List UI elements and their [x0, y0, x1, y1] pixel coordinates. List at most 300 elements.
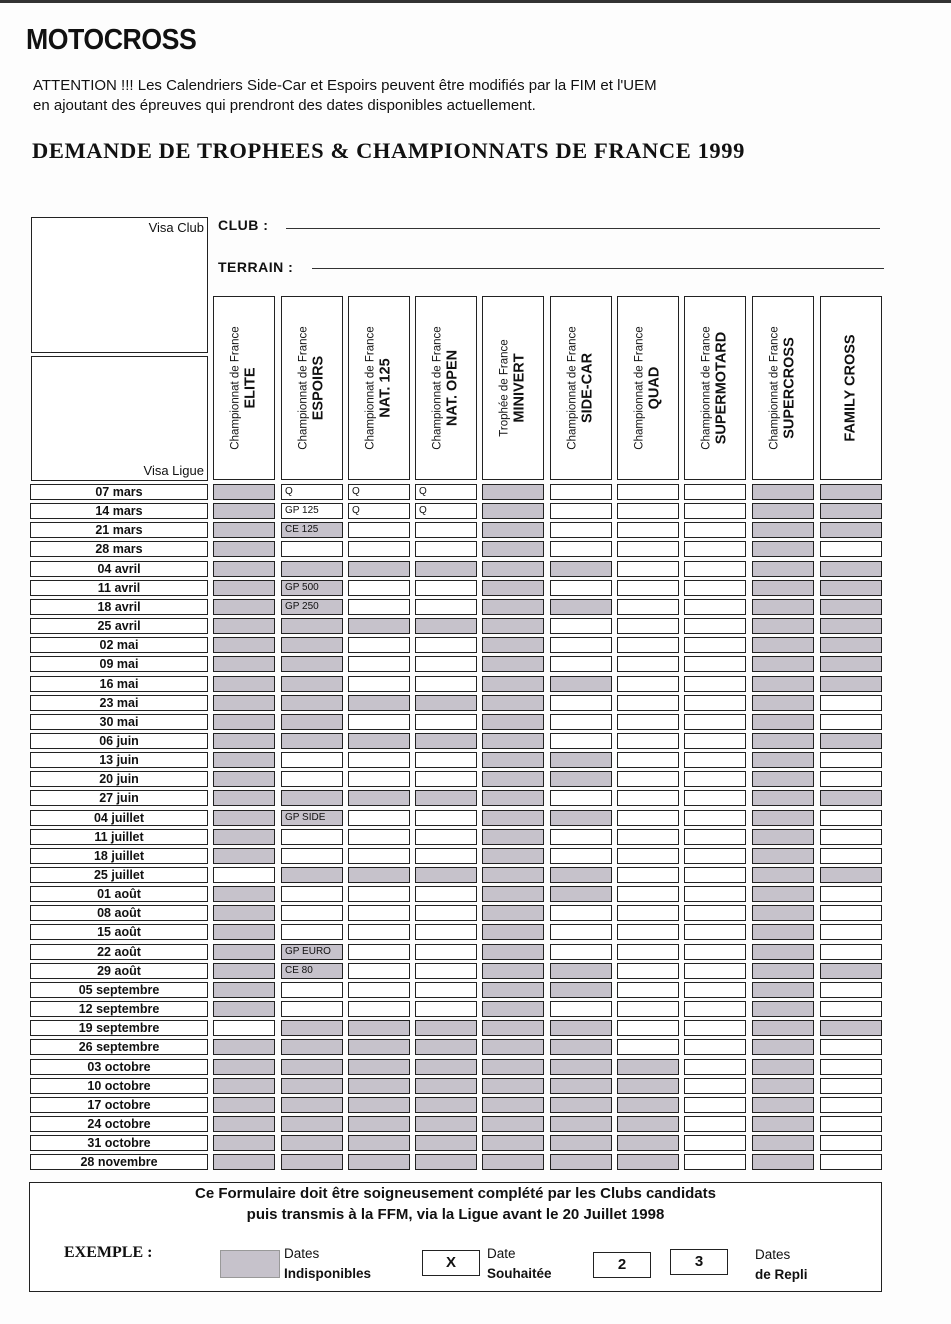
column-header-text — [297, 298, 328, 478]
date-request-cell[interactable] — [348, 848, 410, 864]
date-request-cell[interactable] — [550, 503, 612, 519]
date-request-cell[interactable] — [617, 810, 679, 826]
unavailable-date-cell — [482, 1097, 544, 1113]
date-request-cell[interactable] — [684, 867, 746, 883]
date-request-cell[interactable] — [684, 886, 746, 902]
unavailable-date-cell — [281, 637, 343, 653]
date-request-cell[interactable] — [684, 484, 746, 500]
date-request-cell[interactable] — [684, 637, 746, 653]
date-request-cell[interactable] — [550, 944, 612, 960]
row-date: 09 mai — [30, 656, 208, 672]
unavailable-date-cell — [415, 618, 477, 634]
date-request-cell[interactable]: Q — [281, 484, 343, 500]
date-request-cell[interactable]: Q — [348, 503, 410, 519]
date-request-cell[interactable] — [820, 848, 882, 864]
unavailable-date-cell — [550, 676, 612, 692]
date-request-cell[interactable] — [415, 522, 477, 538]
club-field[interactable] — [286, 228, 880, 229]
date-request-cell[interactable] — [348, 522, 410, 538]
unavailable-date-cell: GP SIDE — [281, 810, 343, 826]
date-request-cell[interactable] — [617, 886, 679, 902]
unavailable-date-cell: GP 250 — [281, 599, 343, 615]
column-subtitle: Championnat de France — [566, 326, 579, 450]
unavailable-date-cell — [415, 867, 477, 883]
date-request-cell[interactable] — [348, 676, 410, 692]
unavailable-date-cell — [550, 1039, 612, 1055]
unavailable-date-cell — [550, 1116, 612, 1132]
unavailable-date-cell — [482, 771, 544, 787]
date-request-cell[interactable] — [348, 541, 410, 557]
date-request-cell[interactable] — [684, 1116, 746, 1132]
date-request-cell[interactable] — [281, 771, 343, 787]
date-request-cell[interactable] — [820, 982, 882, 998]
date-request-cell[interactable] — [684, 503, 746, 519]
row-date: 18 juillet — [30, 848, 208, 864]
unavailable-date-cell — [820, 484, 882, 500]
column-subtitle: Trophée de France — [498, 339, 511, 437]
date-request-cell[interactable]: Q — [415, 503, 477, 519]
date-request-cell[interactable] — [684, 1001, 746, 1017]
date-request-cell[interactable] — [820, 752, 882, 768]
row-date: 21 mars — [30, 522, 208, 538]
unavailable-date-cell — [281, 733, 343, 749]
date-request-cell[interactable] — [617, 599, 679, 615]
row-date: 28 mars — [30, 541, 208, 557]
date-request-cell[interactable] — [617, 963, 679, 979]
unavailable-date-cell — [752, 484, 814, 500]
unavailable-date-cell — [482, 810, 544, 826]
unavailable-date-cell — [752, 790, 814, 806]
date-request-cell[interactable] — [348, 599, 410, 615]
date-request-cell[interactable] — [281, 829, 343, 845]
unavailable-date-cell — [482, 867, 544, 883]
date-request-cell[interactable] — [684, 771, 746, 787]
date-request-cell[interactable] — [415, 599, 477, 615]
date-request-cell[interactable] — [617, 771, 679, 787]
unavailable-date-cell — [482, 733, 544, 749]
unavailable-date-cell — [213, 848, 275, 864]
column-subtitle: Championnat de France — [297, 326, 310, 450]
date-request-cell[interactable] — [820, 1097, 882, 1113]
date-request-cell[interactable] — [617, 695, 679, 711]
date-request-cell[interactable] — [684, 1059, 746, 1075]
date-request-cell[interactable] — [820, 924, 882, 940]
legend-wished-line-1: Date — [487, 1246, 516, 1261]
unavailable-date-cell — [550, 963, 612, 979]
unavailable-date-cell — [550, 752, 612, 768]
date-request-cell[interactable] — [617, 676, 679, 692]
date-request-cell[interactable] — [550, 733, 612, 749]
date-request-cell[interactable] — [348, 714, 410, 730]
row-date: 05 septembre — [30, 982, 208, 998]
date-request-cell[interactable] — [617, 1001, 679, 1017]
example-label: EXEMPLE : — [64, 1244, 153, 1261]
date-request-cell[interactable] — [617, 618, 679, 634]
date-request-cell[interactable] — [684, 905, 746, 921]
unavailable-date-cell — [482, 618, 544, 634]
date-request-cell[interactable] — [415, 580, 477, 596]
page-title: MOTOCROSS — [26, 24, 197, 56]
date-request-cell[interactable] — [617, 982, 679, 998]
date-request-cell[interactable] — [820, 1001, 882, 1017]
unavailable-date-cell — [348, 1097, 410, 1113]
unavailable-date-cell — [281, 618, 343, 634]
column-header-9 — [752, 296, 814, 480]
date-request-cell[interactable] — [281, 1001, 343, 1017]
column-title: SIDE-CAR — [579, 352, 596, 424]
date-request-cell[interactable] — [281, 982, 343, 998]
date-request-cell[interactable] — [820, 1154, 882, 1170]
unavailable-date-cell — [213, 944, 275, 960]
unavailable-date-cell — [348, 618, 410, 634]
unavailable-date-cell — [752, 944, 814, 960]
date-request-cell[interactable] — [617, 733, 679, 749]
unavailable-date-cell — [820, 733, 882, 749]
date-request-cell[interactable] — [820, 1116, 882, 1132]
column-subtitle: Championnat de France — [431, 326, 444, 450]
unavailable-date-cell — [550, 867, 612, 883]
date-request-cell[interactable] — [550, 848, 612, 864]
unavailable-date-cell — [752, 714, 814, 730]
date-request-cell[interactable] — [684, 848, 746, 864]
date-request-cell[interactable] — [617, 522, 679, 538]
date-request-cell[interactable] — [550, 656, 612, 672]
date-request-cell[interactable] — [820, 771, 882, 787]
unavailable-date-cell — [482, 1001, 544, 1017]
date-request-cell[interactable] — [684, 714, 746, 730]
date-request-cell[interactable] — [348, 905, 410, 921]
unavailable-date-cell — [348, 1020, 410, 1036]
date-request-cell[interactable] — [415, 676, 477, 692]
unavailable-date-cell — [482, 695, 544, 711]
unavailable-date-cell — [617, 1116, 679, 1132]
unavailable-date-cell — [213, 676, 275, 692]
date-request-cell[interactable] — [550, 695, 612, 711]
column-title: ELITE — [242, 367, 259, 409]
date-request-cell[interactable] — [415, 886, 477, 902]
unavailable-date-cell — [348, 561, 410, 577]
date-request-cell[interactable] — [684, 924, 746, 940]
date-request-cell[interactable] — [684, 1078, 746, 1094]
date-request-cell[interactable] — [684, 676, 746, 692]
row-date: 23 mai — [30, 695, 208, 711]
date-request-cell[interactable] — [415, 963, 477, 979]
date-request-cell[interactable] — [820, 714, 882, 730]
column-subtitle: Championnat de France — [633, 326, 646, 450]
date-request-cell[interactable] — [348, 886, 410, 902]
date-request-cell[interactable] — [820, 1059, 882, 1075]
date-request-cell[interactable] — [348, 924, 410, 940]
club-label: CLUB : — [218, 217, 269, 233]
date-request-cell[interactable] — [415, 848, 477, 864]
visa-ligue-box[interactable] — [31, 356, 208, 481]
date-request-cell[interactable] — [348, 771, 410, 787]
date-request-cell[interactable] — [550, 714, 612, 730]
unavailable-date-cell — [482, 1020, 544, 1036]
unavailable-date-cell — [752, 637, 814, 653]
date-request-cell[interactable]: GP 125 — [281, 503, 343, 519]
date-request-cell[interactable] — [415, 541, 477, 557]
date-request-cell[interactable] — [820, 541, 882, 557]
unavailable-date-cell — [482, 1135, 544, 1151]
unavailable-date-cell — [820, 580, 882, 596]
date-request-cell[interactable] — [550, 484, 612, 500]
date-request-cell[interactable] — [415, 905, 477, 921]
unavailable-date-cell — [415, 561, 477, 577]
date-request-cell[interactable] — [820, 886, 882, 902]
date-request-cell[interactable] — [617, 580, 679, 596]
date-request-cell[interactable] — [617, 1039, 679, 1055]
unavailable-date-cell — [752, 541, 814, 557]
row-date: 04 avril — [30, 561, 208, 577]
date-request-cell[interactable] — [684, 733, 746, 749]
date-request-cell[interactable] — [684, 580, 746, 596]
unavailable-date-cell — [213, 503, 275, 519]
date-request-cell[interactable] — [415, 637, 477, 653]
date-request-cell[interactable] — [684, 695, 746, 711]
date-request-cell[interactable] — [684, 561, 746, 577]
date-request-cell[interactable] — [684, 1039, 746, 1055]
column-header-1 — [213, 296, 275, 480]
date-request-cell[interactable] — [348, 944, 410, 960]
date-request-cell[interactable] — [617, 656, 679, 672]
date-request-cell[interactable] — [415, 1001, 477, 1017]
row-date: 24 octobre — [30, 1116, 208, 1132]
date-request-cell[interactable] — [617, 1020, 679, 1036]
date-request-cell[interactable] — [617, 637, 679, 653]
row-date: 07 mars — [30, 484, 208, 500]
unavailable-date-cell — [550, 982, 612, 998]
unavailable-date-cell — [550, 561, 612, 577]
terrain-field[interactable] — [312, 268, 884, 269]
date-request-cell[interactable] — [617, 867, 679, 883]
date-request-cell[interactable] — [550, 924, 612, 940]
row-date: 18 avril — [30, 599, 208, 615]
unavailable-date-cell — [482, 944, 544, 960]
date-request-cell[interactable] — [415, 810, 477, 826]
unavailable-date-cell — [550, 886, 612, 902]
date-request-cell[interactable] — [550, 580, 612, 596]
date-request-cell[interactable] — [820, 829, 882, 845]
date-request-cell[interactable] — [281, 886, 343, 902]
date-request-cell[interactable] — [348, 963, 410, 979]
row-date: 25 avril — [30, 618, 208, 634]
unavailable-date-cell — [281, 1059, 343, 1075]
date-request-cell[interactable] — [281, 848, 343, 864]
date-request-cell[interactable] — [617, 848, 679, 864]
unavailable-date-cell — [482, 790, 544, 806]
date-request-cell[interactable] — [415, 924, 477, 940]
date-request-cell[interactable] — [617, 484, 679, 500]
date-request-cell[interactable] — [415, 656, 477, 672]
date-request-cell[interactable] — [684, 963, 746, 979]
unavailable-date-cell — [213, 541, 275, 557]
legend-fallback-text — [755, 1245, 808, 1285]
row-date: 25 juillet — [30, 867, 208, 883]
unavailable-date-cell — [213, 599, 275, 615]
date-request-cell[interactable] — [348, 752, 410, 768]
column-header-3 — [348, 296, 410, 480]
unavailable-date-cell — [213, 522, 275, 538]
unavailable-date-cell — [482, 924, 544, 940]
date-request-cell[interactable] — [684, 599, 746, 615]
date-request-cell[interactable] — [820, 905, 882, 921]
legend-fallback-line-1: Dates — [755, 1247, 791, 1262]
date-request-cell[interactable] — [617, 924, 679, 940]
date-request-cell[interactable] — [348, 829, 410, 845]
unavailable-date-cell — [213, 1039, 275, 1055]
date-request-cell[interactable] — [550, 905, 612, 921]
date-request-cell[interactable] — [617, 752, 679, 768]
column-header-7 — [617, 296, 679, 480]
date-request-cell[interactable] — [684, 541, 746, 557]
unavailable-date-cell — [752, 1135, 814, 1151]
date-request-cell[interactable] — [684, 1020, 746, 1036]
date-request-cell[interactable] — [617, 561, 679, 577]
date-request-cell[interactable] — [820, 1078, 882, 1094]
date-request-cell[interactable] — [820, 695, 882, 711]
date-request-cell[interactable] — [213, 867, 275, 883]
column-header-6 — [550, 296, 612, 480]
date-request-cell[interactable] — [684, 1135, 746, 1151]
date-request-cell[interactable] — [550, 541, 612, 557]
date-request-cell[interactable] — [820, 810, 882, 826]
date-request-cell[interactable] — [684, 752, 746, 768]
date-request-cell[interactable] — [684, 810, 746, 826]
date-request-cell[interactable] — [348, 982, 410, 998]
column-header-text — [566, 298, 597, 478]
row-date: 11 juillet — [30, 829, 208, 845]
date-request-cell[interactable] — [684, 656, 746, 672]
date-request-cell[interactable] — [684, 618, 746, 634]
date-request-cell[interactable] — [348, 810, 410, 826]
date-request-cell[interactable] — [348, 637, 410, 653]
unavailable-date-cell — [213, 695, 275, 711]
date-request-cell[interactable] — [684, 790, 746, 806]
unavailable-date-cell — [550, 1078, 612, 1094]
date-request-cell[interactable] — [617, 541, 679, 557]
date-request-cell[interactable] — [820, 1039, 882, 1055]
column-header-text — [364, 298, 395, 478]
unavailable-date-cell — [415, 1039, 477, 1055]
date-request-cell[interactable] — [550, 637, 612, 653]
unavailable-date-cell: CE 80 — [281, 963, 343, 979]
date-request-cell[interactable] — [617, 944, 679, 960]
unavailable-date-cell — [281, 790, 343, 806]
date-request-cell[interactable] — [550, 618, 612, 634]
date-request-cell[interactable] — [820, 1135, 882, 1151]
unavailable-date-cell — [213, 905, 275, 921]
date-request-cell[interactable] — [820, 944, 882, 960]
date-request-cell[interactable]: Q — [348, 484, 410, 500]
column-header-text — [768, 298, 799, 478]
date-request-cell[interactable] — [415, 944, 477, 960]
unavailable-date-cell — [415, 1078, 477, 1094]
date-request-cell[interactable] — [415, 771, 477, 787]
row-date: 29 août — [30, 963, 208, 979]
date-request-cell[interactable] — [281, 752, 343, 768]
date-request-cell[interactable] — [550, 829, 612, 845]
date-request-cell[interactable] — [415, 752, 477, 768]
unavailable-date-cell — [550, 1020, 612, 1036]
legend-unavailable-line-2: Indisponibles — [284, 1266, 372, 1281]
unavailable-date-cell — [820, 1020, 882, 1036]
unavailable-date-cell — [213, 1154, 275, 1170]
date-request-cell[interactable] — [415, 982, 477, 998]
footer-box — [29, 1182, 882, 1292]
unavailable-date-cell — [281, 1116, 343, 1132]
date-request-cell[interactable] — [617, 829, 679, 845]
unavailable-date-cell — [820, 637, 882, 653]
unavailable-date-cell — [482, 886, 544, 902]
unavailable-date-cell — [752, 561, 814, 577]
unavailable-date-cell — [550, 1059, 612, 1075]
date-request-cell[interactable] — [684, 944, 746, 960]
date-request-cell[interactable] — [684, 522, 746, 538]
date-request-cell[interactable] — [348, 580, 410, 596]
date-request-cell[interactable] — [684, 1097, 746, 1113]
legend-wished-text — [487, 1244, 552, 1284]
date-request-cell[interactable] — [281, 924, 343, 940]
date-request-cell[interactable] — [684, 1154, 746, 1170]
column-title: ESPOIRS — [310, 355, 327, 421]
unavailable-date-cell — [213, 618, 275, 634]
attention-line-2: en ajoutant des épreuves qui prendront des dates disponibles actuellement. — [33, 97, 536, 114]
date-request-cell[interactable] — [550, 522, 612, 538]
unavailable-date-cell — [550, 599, 612, 615]
date-request-cell[interactable] — [617, 790, 679, 806]
date-request-cell[interactable] — [550, 1001, 612, 1017]
date-request-cell[interactable] — [415, 714, 477, 730]
unavailable-date-cell — [213, 561, 275, 577]
column-header-5 — [482, 296, 544, 480]
legend-fallback-3-box: 3 — [670, 1249, 728, 1275]
unavailable-date-cell — [213, 1116, 275, 1132]
date-request-cell[interactable] — [684, 829, 746, 845]
column-header-text — [229, 298, 260, 478]
date-request-cell[interactable] — [415, 829, 477, 845]
date-request-cell[interactable] — [281, 905, 343, 921]
date-request-cell[interactable] — [281, 541, 343, 557]
unavailable-date-cell — [348, 695, 410, 711]
unavailable-date-cell — [281, 1135, 343, 1151]
date-request-cell[interactable] — [617, 503, 679, 519]
attention-line-1: ATTENTION !!! Les Calendriers Side-Car et Espoirs peuvent être modifiés par la FIM et l'UEM — [33, 77, 657, 94]
unavailable-date-cell — [348, 1078, 410, 1094]
unavailable-date-cell — [752, 676, 814, 692]
visa-club-box[interactable] — [31, 217, 208, 353]
column-header-text — [843, 298, 860, 478]
footer-line-1: Ce Formulaire doit être soigneusement complété par les Clubs candidats — [195, 1185, 716, 1202]
column-subtitle: Championnat de France — [364, 326, 377, 450]
date-request-cell[interactable] — [348, 1001, 410, 1017]
date-request-cell[interactable] — [617, 714, 679, 730]
unavailable-date-cell — [820, 963, 882, 979]
unavailable-date-cell — [415, 1020, 477, 1036]
unavailable-date-cell — [482, 829, 544, 845]
date-request-cell[interactable] — [213, 1020, 275, 1036]
date-request-cell[interactable] — [348, 656, 410, 672]
unavailable-date-cell — [752, 599, 814, 615]
row-date: 03 octobre — [30, 1059, 208, 1075]
unavailable-date-cell — [348, 1135, 410, 1151]
date-request-cell[interactable]: Q — [415, 484, 477, 500]
date-request-cell[interactable] — [617, 905, 679, 921]
date-request-cell[interactable] — [550, 790, 612, 806]
date-request-cell[interactable] — [684, 982, 746, 998]
legend-fallback-2-box: 2 — [593, 1252, 651, 1278]
unavailable-date-cell — [752, 810, 814, 826]
